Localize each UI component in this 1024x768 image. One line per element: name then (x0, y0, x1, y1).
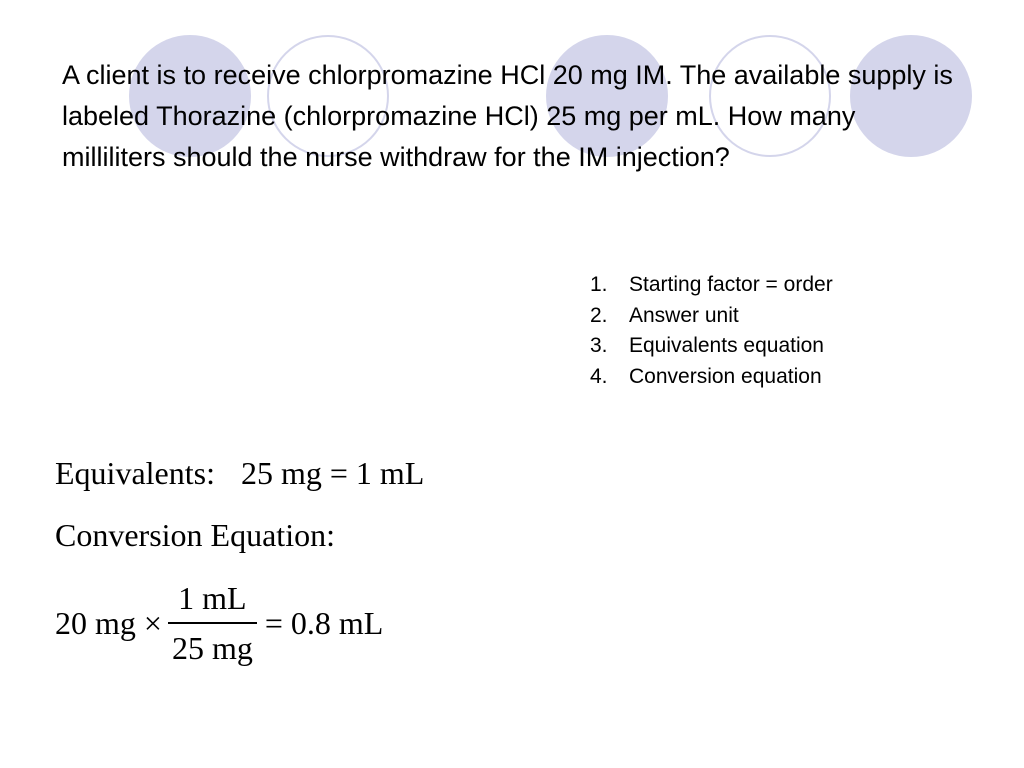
conversion-result: = 0.8 mL (264, 604, 384, 641)
equivalents-line (55, 455, 424, 492)
steps-list (590, 270, 833, 392)
equivalents-label: Equivalents: (55, 455, 215, 491)
conversion-start: 20 mg × (55, 604, 162, 641)
fraction-numerator: 1 mL (178, 580, 247, 616)
conversion-label-line (55, 517, 335, 554)
step-label: Starting factor = order (629, 273, 833, 296)
list-item (590, 301, 833, 332)
step-number: 1. (590, 273, 608, 296)
list-item (590, 362, 833, 393)
question-text: A client is to receive chlorpromazine HCl 20 mg IM. The available supply is labeled Thorazine (chlorpromazine HCl) 25 mg per mL. How many milliliters should the nurse withdraw for the IM injection? (62, 60, 953, 172)
conversion-equation (55, 580, 383, 666)
step-number: 4. (590, 364, 608, 388)
step-label: Conversion equation (629, 364, 822, 388)
fraction (168, 580, 257, 666)
list-item (590, 331, 833, 362)
equivalents-equation: 25 mg = 1 mL (240, 455, 425, 491)
step-number: 3. (590, 334, 608, 357)
step-label: Equivalents equation (629, 334, 824, 357)
list-item (590, 270, 833, 301)
step-number: 2. (590, 303, 608, 327)
conversion-label: Conversion Equation: (55, 517, 335, 553)
fraction-denominator: 25 mg (171, 630, 253, 666)
step-label: Answer unit (629, 303, 739, 327)
